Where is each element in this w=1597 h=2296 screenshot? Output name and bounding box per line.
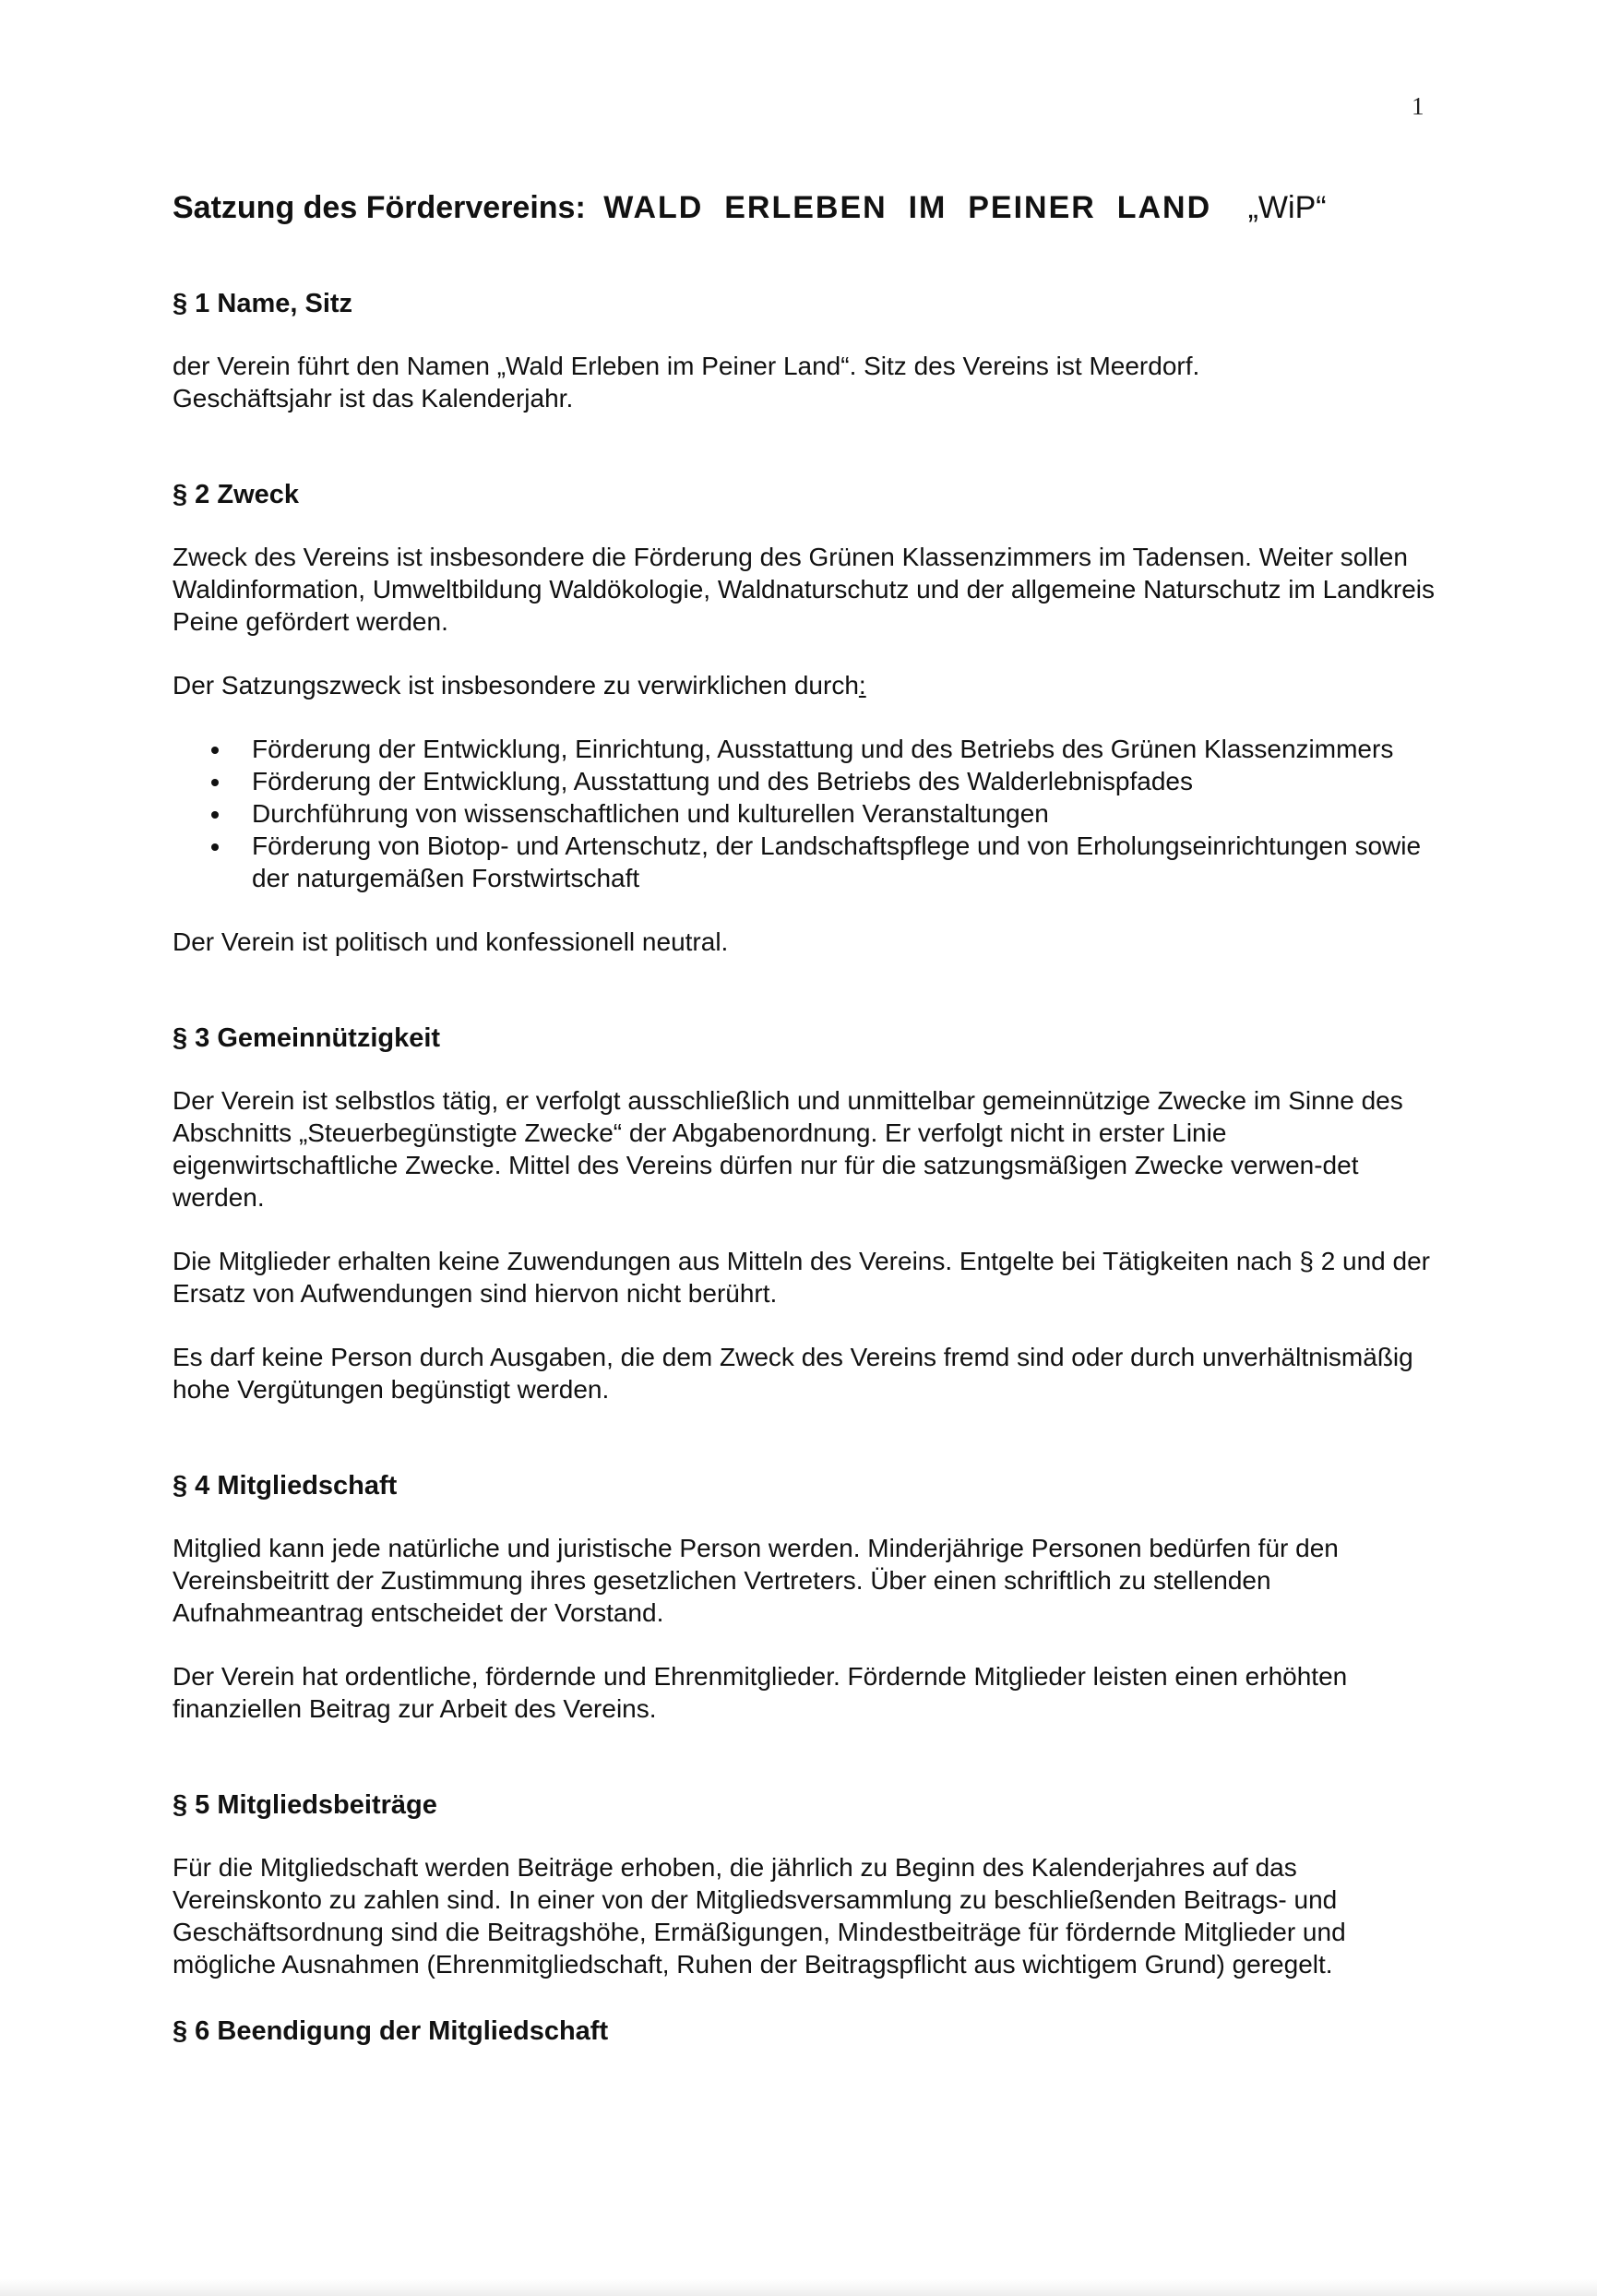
bullet-icon bbox=[211, 843, 219, 851]
title-organization: WALD ERLEBEN IM PEINER LAND bbox=[603, 190, 1212, 225]
bullet-icon bbox=[211, 811, 219, 819]
list-item-text: Förderung der Entwicklung, Ausstattung und des Betriebs des Walderlebnispfades bbox=[252, 767, 1194, 795]
list-item-text: Förderung der Entwicklung, Einrichtung, Ausstattung und des Betriebs des Grünen Klassenzimmers bbox=[252, 735, 1394, 763]
page-number: 1 bbox=[1412, 92, 1424, 120]
section-paragraph bbox=[173, 669, 1436, 701]
section-heading: § 1 Name, Sitz bbox=[173, 289, 353, 318]
paragraph-text: Der Satzungszweck ist insbesondere zu verwirklichen durch bbox=[173, 671, 859, 700]
section-paragraph: Mitglied kann jede natürliche und juristische Person werden. Minderjährige Personen bedürfen für den Vereinsbeitritt der Zustimmung ihres gesetzlichen Vertreters. Über einen schriftlich zu stellenden Aufnahmeantrag entscheidet der Vorstand. bbox=[173, 1534, 1339, 1627]
section-paragraph: Der Verein ist selbstlos tätig, er verfolgt ausschließlich und unmittelbar gemeinnützige Zwecke im Sinne des Abschnitts „Steuerbegünstigte Zwecke“ der Abgabenordnung. Er verfolgt nicht in erster Linie eigenwirtschaftliche Zwecke. Mittel des Vereins dürfen nur für die satzungsmäßigen Zwecke verwen-det werden. bbox=[173, 1086, 1403, 1212]
list-item-text: Durchführung von wissenschaftlichen und kulturellen Veranstaltungen bbox=[252, 799, 1049, 828]
section-heading: § 3 Gemeinnützigkeit bbox=[173, 1023, 441, 1053]
document-body bbox=[173, 185, 1436, 2048]
section-heading: § 4 Mitgliedschaft bbox=[173, 1471, 398, 1501]
section-paragraph: Der Verein ist politisch und konfessionell neutral. bbox=[173, 927, 729, 956]
title-abbreviation: „WiP“ bbox=[1247, 190, 1327, 225]
section-2-zweck bbox=[173, 478, 1436, 958]
section-1-name-sitz bbox=[173, 287, 1436, 414]
section-paragraph: Zweck des Vereins ist insbesondere die Förderung des Grünen Klassenzimmers im Tadensen. Weiter sollen Waldinformation, Umweltbildung Waldökologie, Waldnaturschutz und der allgemeine Naturschutz im Landkreis Peine gefördert werden. bbox=[173, 543, 1435, 636]
section-heading: § 2 Zweck bbox=[173, 480, 300, 509]
section-4-mitgliedschaft bbox=[173, 1469, 1436, 1725]
purpose-list bbox=[173, 733, 1436, 894]
section-paragraph: Es darf keine Person durch Ausgaben, die dem Zweck des Vereins fremd sind oder durch unverhältnismäßig hohe Vergütungen begünstigt werden. bbox=[173, 1343, 1413, 1404]
paragraph-line: Geschäftsjahr ist das Kalenderjahr. bbox=[173, 384, 574, 413]
section-heading: § 5 Mitgliedsbeiträge bbox=[173, 1790, 437, 1820]
section-paragraph: Der Verein hat ordentliche, fördernde und Ehrenmitglieder. Fördernde Mitglieder leisten einen erhöhten finanziellen Beitrag zur Arbeit des Vereins. bbox=[173, 1662, 1348, 1723]
list-item bbox=[173, 733, 1436, 765]
title-prefix: Satzung des Fördervereins: bbox=[173, 190, 586, 225]
paragraph-line: der Verein führt den Namen „Wald Erleben im Peiner Land“. Sitz des Vereins ist Meerdorf. bbox=[173, 352, 1200, 380]
bullet-icon bbox=[211, 747, 219, 754]
section-paragraph bbox=[173, 350, 1436, 414]
list-item bbox=[173, 830, 1436, 894]
list-item bbox=[173, 797, 1436, 830]
page-bottom-edge bbox=[0, 2279, 1597, 2296]
section-6-beendigung bbox=[173, 2015, 1436, 2048]
list-item bbox=[173, 765, 1436, 797]
section-3-gemeinnuetzigkeit bbox=[173, 1022, 1436, 1405]
bullet-icon bbox=[211, 779, 219, 786]
section-heading: § 6 Beendigung der Mitgliedschaft bbox=[173, 2016, 609, 2046]
section-paragraph: Die Mitglieder erhalten keine Zuwendungen aus Mitteln des Vereins. Entgelte bei Tätigkeiten nach § 2 und der Ersatz von Aufwendungen sind hiervon nicht berührt. bbox=[173, 1247, 1431, 1308]
section-5-mitgliedsbeitraege bbox=[173, 1788, 1436, 1980]
list-item-text: Förderung von Biotop- und Artenschutz, der Landschaftspflege und von Erholungseinrichtungen sowie der naturgemäßen Forstwirtschaft bbox=[252, 831, 1422, 892]
underlined-colon: : bbox=[858, 671, 866, 700]
document-title bbox=[173, 185, 1436, 230]
section-paragraph: Für die Mitgliedschaft werden Beiträge erhoben, die jährlich zu Beginn des Kalenderjahres auf das Vereinskonto zu zahlen sind. In einer von der Mitgliedsversammlung zu beschließenden Beitrags- und Geschäftsordnung sind die Beitragshöhe, Ermäßigungen, Mindestbeiträge für fördernde Mitglieder und mögliche Ausnahmen (Ehrenmitgliedschaft, Ruhen der Beitragspflicht aus wichtigem Grund) geregelt. bbox=[173, 1853, 1346, 1979]
